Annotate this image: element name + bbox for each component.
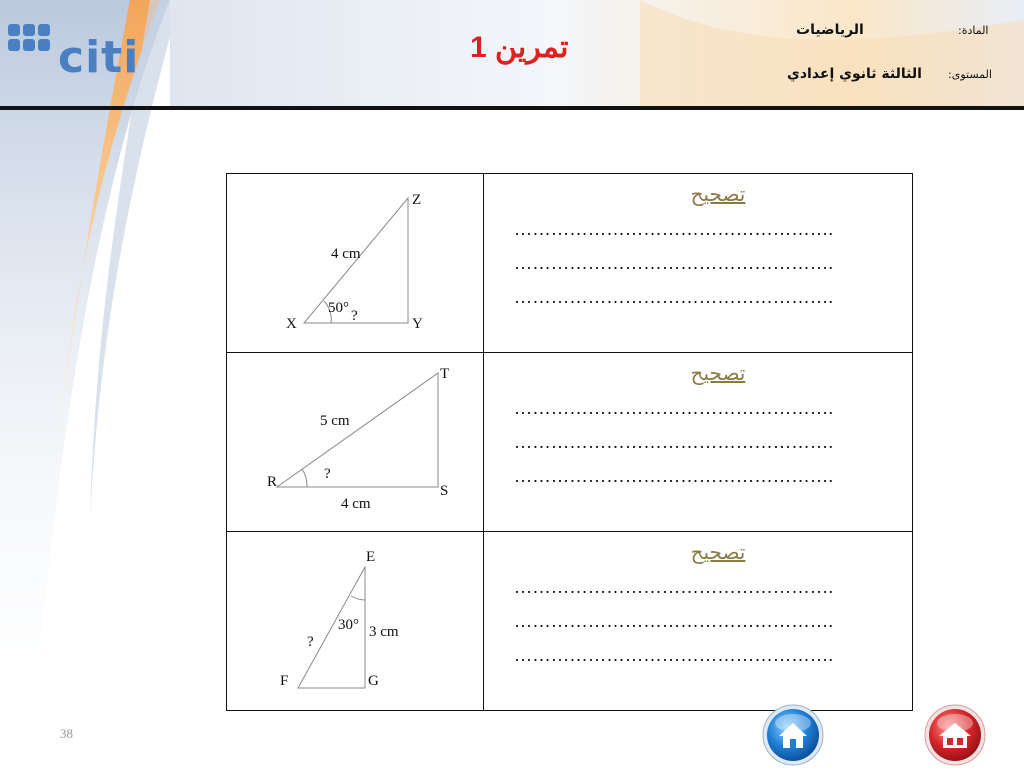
answer-line[interactable]: ……………………………………………. (514, 287, 834, 307)
angle-label: 50° (328, 300, 349, 316)
logo-square (8, 39, 20, 51)
hypotenuse-label: 4 cm (331, 246, 361, 262)
vertex-label: E (366, 549, 376, 565)
level-value: الثالثة ثانوي إعدادي (787, 66, 922, 82)
unknown-label: ? (307, 634, 314, 650)
home-button[interactable] (761, 703, 825, 767)
unknown-label: ? (324, 466, 331, 482)
answer-line[interactable]: ……………………………………………. (514, 432, 834, 452)
answer-line[interactable]: ……………………………………………. (514, 466, 834, 486)
vertex-label: Y (412, 316, 423, 332)
answer-line[interactable]: ……………………………………………. (514, 611, 834, 631)
side-label: 3 cm (369, 624, 399, 640)
figure-cell (227, 353, 484, 532)
answer-cell (484, 353, 913, 532)
exit-home-button[interactable] (923, 703, 987, 767)
correction-heading: تصحيح (690, 540, 746, 564)
exercise-row (227, 174, 913, 353)
answer-line[interactable]: ……………………………………………. (514, 219, 834, 239)
answer-line[interactable]: ……………………………………………. (514, 645, 834, 665)
figure-cell (227, 174, 484, 353)
unknown-label: ? (351, 308, 358, 324)
logo-text: citi (58, 32, 140, 83)
vertex-label: G (368, 673, 379, 689)
exercise-row (227, 353, 913, 532)
logo-square (38, 39, 50, 51)
answer-line[interactable]: ……………………………………………. (514, 398, 834, 418)
home-icon (761, 703, 825, 767)
vertex-label: Z (412, 192, 422, 208)
vertex-label: T (440, 366, 450, 382)
level-label: المستوى: (948, 68, 992, 81)
logo-square (23, 24, 35, 36)
subject-label: المادة: (958, 24, 989, 37)
angle-label: 30° (338, 617, 359, 633)
citi-logo (8, 18, 140, 83)
exit-home-icon (923, 703, 987, 767)
answer-cell (484, 532, 913, 711)
correction-heading: تصحيح (690, 361, 746, 385)
answer-line[interactable]: ……………………………………………. (514, 253, 834, 273)
subject-value: الرياضيات (796, 22, 864, 38)
logo-square (23, 39, 35, 51)
logo-square (8, 24, 20, 36)
triangle-xyz-figure (227, 174, 483, 347)
vertex-label: X (286, 316, 297, 332)
exercise-row (227, 532, 913, 711)
logo-square (38, 24, 50, 36)
page-number: 38 (60, 726, 73, 741)
vertex-label: S (440, 483, 449, 499)
header-divider (0, 106, 1024, 110)
vertex-label: R (267, 474, 278, 490)
hypotenuse-label: 5 cm (320, 413, 350, 429)
exercise-table (226, 173, 913, 711)
answer-line[interactable]: ……………………………………………. (514, 577, 834, 597)
page-title: تمرين 1 (470, 31, 569, 64)
vertex-label: F (280, 673, 289, 689)
answer-cell (484, 174, 913, 353)
correction-heading: تصحيح (690, 182, 746, 206)
triangle-efg-figure (227, 532, 483, 705)
triangle-rst-figure (227, 353, 483, 526)
base-label: 4 cm (341, 496, 371, 512)
figure-cell (227, 532, 484, 711)
